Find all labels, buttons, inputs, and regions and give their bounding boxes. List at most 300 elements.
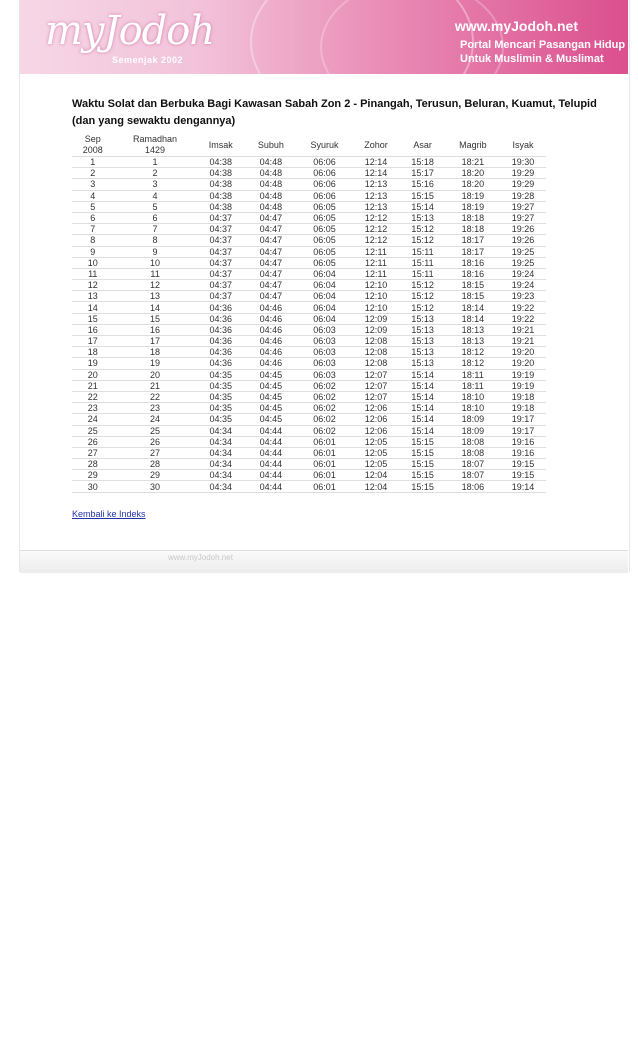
table-cell: 9 (114, 246, 197, 257)
table-cell: 19:15 (500, 459, 546, 470)
table-cell: 12:05 (352, 447, 400, 458)
table-cell: 19:17 (500, 414, 546, 425)
table-cell: 15:12 (400, 280, 446, 291)
table-cell: 04:36 (197, 313, 245, 324)
table-row (72, 224, 546, 235)
table-cell: 04:37 (197, 212, 245, 223)
table-cell: 06:05 (297, 246, 352, 257)
table-cell: 19:26 (500, 235, 546, 246)
table-cell: 8 (72, 235, 114, 246)
table-cell: 24 (114, 414, 197, 425)
table-cell: 12:04 (352, 481, 400, 492)
table-cell: 19:15 (500, 470, 546, 481)
table-cell: 06:06 (297, 179, 352, 190)
table-cell: 28 (72, 459, 114, 470)
table-cell: 19:25 (500, 257, 546, 268)
table-cell: 19:19 (500, 380, 546, 391)
table-cell: 04:47 (245, 257, 297, 268)
table-cell: 18:20 (446, 168, 500, 179)
column-header: Imsak (197, 134, 245, 157)
table-header-row (72, 134, 546, 157)
table-cell: 04:48 (245, 168, 297, 179)
table-cell: 04:48 (245, 157, 297, 168)
table-cell: 15:13 (400, 212, 446, 223)
table-cell: 12:07 (352, 369, 400, 380)
table-cell: 18:07 (446, 470, 500, 481)
table-cell: 06:03 (297, 324, 352, 335)
table-cell: 06:04 (297, 268, 352, 279)
table-cell: 19:21 (500, 336, 546, 347)
table-cell: 06:02 (297, 425, 352, 436)
table-cell: 04:44 (245, 425, 297, 436)
table-cell: 19:16 (500, 447, 546, 458)
table-cell: 26 (114, 436, 197, 447)
table-cell: 15 (114, 313, 197, 324)
table-cell: 17 (114, 336, 197, 347)
table-cell: 12:04 (352, 470, 400, 481)
table-cell: 04:38 (197, 201, 245, 212)
table-cell: 18:08 (446, 436, 500, 447)
table-cell: 30 (114, 481, 197, 492)
table-cell: 12:08 (352, 358, 400, 369)
table-cell: 15:17 (400, 168, 446, 179)
table-cell: 06:04 (297, 302, 352, 313)
table-cell: 04:34 (197, 425, 245, 436)
table-cell: 19:30 (500, 157, 546, 168)
table-cell: 04:45 (245, 369, 297, 380)
table-cell: 04:35 (197, 380, 245, 391)
table-cell: 04:37 (197, 257, 245, 268)
table-cell: 04:37 (197, 224, 245, 235)
table-cell: 13 (114, 291, 197, 302)
table-cell: 12:06 (352, 425, 400, 436)
table-row (72, 235, 546, 246)
table-cell: 04:38 (197, 157, 245, 168)
table-row (72, 313, 546, 324)
table-cell: 2 (114, 168, 197, 179)
table-cell: 12:13 (352, 190, 400, 201)
table-cell: 1 (114, 157, 197, 168)
table-cell: 12:14 (352, 168, 400, 179)
table-cell: 19:16 (500, 436, 546, 447)
table-cell: 15:13 (400, 313, 446, 324)
table-cell: 4 (114, 190, 197, 201)
table-cell: 18 (72, 347, 114, 358)
table-cell: 04:37 (197, 246, 245, 257)
table-cell: 12:14 (352, 157, 400, 168)
table-cell: 04:47 (245, 235, 297, 246)
table-cell: 18:07 (446, 459, 500, 470)
table-cell: 18:16 (446, 268, 500, 279)
table-cell: 19:22 (500, 313, 546, 324)
table-cell: 18:12 (446, 347, 500, 358)
table-cell: 18:18 (446, 224, 500, 235)
table-cell: 04:48 (245, 201, 297, 212)
column-header: Isyak (500, 134, 546, 157)
table-cell: 3 (72, 179, 114, 190)
table-cell: 06:06 (297, 168, 352, 179)
table-cell: 15:14 (400, 425, 446, 436)
table-cell: 19:25 (500, 246, 546, 257)
table-row (72, 425, 546, 436)
table-cell: 9 (72, 246, 114, 257)
table-cell: 12:09 (352, 313, 400, 324)
table-cell: 06:04 (297, 291, 352, 302)
page-title: Waktu Solat dan Berbuka Bagi Kawasan Sabah Zon 2 - Pinangah, Terusun, Beluran, Kuamut, Telupid (dan yang sewaktu dengannya) (72, 98, 597, 127)
table-cell: 12:12 (352, 235, 400, 246)
table-cell: 04:34 (197, 447, 245, 458)
table-cell: 19:24 (500, 268, 546, 279)
table-cell: 18:19 (446, 190, 500, 201)
table-cell: 19:24 (500, 280, 546, 291)
table-cell: 04:44 (245, 481, 297, 492)
table-cell: 7 (114, 224, 197, 235)
table-row (72, 380, 546, 391)
table-cell: 10 (72, 257, 114, 268)
table-cell: 12 (72, 280, 114, 291)
table-cell: 04:47 (245, 280, 297, 291)
table-cell: 04:44 (245, 459, 297, 470)
table-cell: 29 (114, 470, 197, 481)
table-cell: 04:36 (197, 336, 245, 347)
table-cell: 19:22 (500, 302, 546, 313)
table-cell: 19:29 (500, 168, 546, 179)
table-row (72, 291, 546, 302)
table-cell: 04:34 (197, 459, 245, 470)
table-cell: 18:14 (446, 302, 500, 313)
table-cell: 06:05 (297, 201, 352, 212)
table-cell: 15:13 (400, 336, 446, 347)
table-cell: 04:38 (197, 168, 245, 179)
table-cell: 19:27 (500, 212, 546, 223)
table-cell: 8 (114, 235, 197, 246)
table-cell: 04:47 (245, 291, 297, 302)
table-row (72, 257, 546, 268)
table-cell: 12:11 (352, 246, 400, 257)
table-cell: 12:06 (352, 403, 400, 414)
footer-band (20, 550, 628, 573)
table-cell: 16 (72, 324, 114, 335)
table-cell: 14 (72, 302, 114, 313)
table-cell: 18:12 (446, 358, 500, 369)
table-cell: 19:28 (500, 190, 546, 201)
column-header: Syuruk (297, 134, 352, 157)
table-row (72, 470, 546, 481)
table-cell: 1 (72, 157, 114, 168)
table-cell: 18:16 (446, 257, 500, 268)
table-cell: 12 (114, 280, 197, 291)
table-cell: 19:20 (500, 347, 546, 358)
table-cell: 19:21 (500, 324, 546, 335)
table-cell: 15 (72, 313, 114, 324)
table-cell: 5 (72, 201, 114, 212)
table-cell: 15:14 (400, 391, 446, 402)
table-cell: 12:13 (352, 179, 400, 190)
table-cell: 06:04 (297, 313, 352, 324)
column-header: Zohor (352, 134, 400, 157)
table-cell: 15:14 (400, 201, 446, 212)
table-cell: 12:11 (352, 268, 400, 279)
table-row (72, 179, 546, 190)
table-cell: 12:13 (352, 201, 400, 212)
table-cell: 04:37 (197, 291, 245, 302)
table-row (72, 190, 546, 201)
table-cell: 20 (114, 369, 197, 380)
table-cell: 18:20 (446, 179, 500, 190)
column-header: Ramadhan 1429 (114, 134, 197, 157)
table-cell: 04:44 (245, 436, 297, 447)
table-row (72, 391, 546, 402)
table-cell: 19:14 (500, 481, 546, 492)
table-cell: 04:45 (245, 414, 297, 425)
table-cell: 2 (72, 168, 114, 179)
table-cell: 10 (114, 257, 197, 268)
table-cell: 04:34 (197, 481, 245, 492)
table-cell: 12:11 (352, 257, 400, 268)
table-cell: 18:17 (446, 246, 500, 257)
table-cell: 12:08 (352, 347, 400, 358)
table-cell: 15:15 (400, 436, 446, 447)
table-cell: 19:18 (500, 391, 546, 402)
table-cell: 15:15 (400, 470, 446, 481)
table-cell: 28 (114, 459, 197, 470)
table-cell: 14 (114, 302, 197, 313)
table-cell: 18 (114, 347, 197, 358)
table-cell: 06:06 (297, 190, 352, 201)
table-cell: 04:46 (245, 313, 297, 324)
table-cell: 6 (72, 212, 114, 223)
table-cell: 15:15 (400, 459, 446, 470)
table-cell: 13 (72, 291, 114, 302)
table-cell: 12:06 (352, 414, 400, 425)
table-cell: 23 (72, 403, 114, 414)
header-banner (20, 0, 628, 74)
table-cell: 18:10 (446, 391, 500, 402)
table-cell: 19:26 (500, 224, 546, 235)
table-row (72, 369, 546, 380)
table-cell: 19:19 (500, 369, 546, 380)
table-cell: 18:08 (446, 447, 500, 458)
table-cell: 4 (72, 190, 114, 201)
table-cell: 25 (72, 425, 114, 436)
table-row (72, 280, 546, 291)
table-cell: 06:03 (297, 347, 352, 358)
table-cell: 04:46 (245, 336, 297, 347)
table-cell: 06:05 (297, 212, 352, 223)
table-cell: 15:11 (400, 268, 446, 279)
table-cell: 06:01 (297, 436, 352, 447)
table-cell: 15:14 (400, 369, 446, 380)
table-cell: 06:02 (297, 403, 352, 414)
column-header: Magrib (446, 134, 500, 157)
table-cell: 18:15 (446, 280, 500, 291)
table-cell: 06:06 (297, 157, 352, 168)
table-row (72, 358, 546, 369)
table-cell: 04:38 (197, 179, 245, 190)
table-cell: 15:11 (400, 246, 446, 257)
table-cell: 04:34 (197, 436, 245, 447)
table-row (72, 436, 546, 447)
table-cell: 22 (72, 391, 114, 402)
table-cell: 12:10 (352, 280, 400, 291)
table-cell: 21 (72, 380, 114, 391)
table-cell: 18:13 (446, 324, 500, 335)
table-cell: 19:20 (500, 358, 546, 369)
table-cell: 18:09 (446, 425, 500, 436)
table-cell: 12:10 (352, 302, 400, 313)
table-cell: 06:05 (297, 224, 352, 235)
table-cell: 15:13 (400, 347, 446, 358)
table-cell: 29 (72, 470, 114, 481)
table-cell: 15:14 (400, 380, 446, 391)
table-cell: 04:46 (245, 302, 297, 313)
table-cell: 22 (114, 391, 197, 402)
table-row (72, 447, 546, 458)
table-cell: 19 (72, 358, 114, 369)
table-row (72, 302, 546, 313)
table-row (72, 403, 546, 414)
table-row (72, 347, 546, 358)
table-row (72, 157, 546, 168)
table-cell: 12:05 (352, 459, 400, 470)
tagline-line-1: Portal Mencari Pasangan Hidup (460, 39, 626, 51)
table-cell: 04:47 (245, 224, 297, 235)
footer-url: www.myJodoh.net (168, 553, 233, 562)
table-cell: 5 (114, 201, 197, 212)
site-logo[interactable]: myJodoh (45, 8, 215, 54)
table-cell: 04:46 (245, 347, 297, 358)
table-cell: 04:38 (197, 190, 245, 201)
table-cell: 04:45 (245, 403, 297, 414)
table-cell: 04:35 (197, 414, 245, 425)
table-cell: 15:15 (400, 447, 446, 458)
table-cell: 12:05 (352, 436, 400, 447)
table-cell: 18:06 (446, 481, 500, 492)
table-row (72, 212, 546, 223)
table-cell: 04:34 (197, 470, 245, 481)
table-cell: 06:01 (297, 447, 352, 458)
table-cell: 04:46 (245, 324, 297, 335)
table-cell: 12:12 (352, 212, 400, 223)
table-cell: 19:17 (500, 425, 546, 436)
table-cell: 15:15 (400, 190, 446, 201)
table-cell: 12:08 (352, 336, 400, 347)
table-cell: 04:36 (197, 324, 245, 335)
table-cell: 04:46 (245, 358, 297, 369)
back-to-index-link[interactable]: Kembali ke Indeks (72, 509, 146, 519)
table-cell: 06:05 (297, 235, 352, 246)
table-cell: 17 (72, 336, 114, 347)
table-cell: 15:13 (400, 324, 446, 335)
tagline-line-2: Untuk Muslimin & Muslimat (460, 53, 604, 65)
table-cell: 06:03 (297, 336, 352, 347)
table-cell: 7 (72, 224, 114, 235)
table-cell: 18:11 (446, 369, 500, 380)
table-cell: 15:12 (400, 224, 446, 235)
table-cell: 26 (72, 436, 114, 447)
table-cell: 06:05 (297, 257, 352, 268)
table-cell: 19:29 (500, 179, 546, 190)
table-row (72, 268, 546, 279)
table-cell: 24 (72, 414, 114, 425)
table-cell: 18:15 (446, 291, 500, 302)
table-cell: 19:18 (500, 403, 546, 414)
column-header: Asar (400, 134, 446, 157)
table-cell: 04:47 (245, 212, 297, 223)
table-cell: 18:13 (446, 336, 500, 347)
table-row (72, 201, 546, 212)
table-cell: 18:09 (446, 414, 500, 425)
table-cell: 11 (72, 268, 114, 279)
table-cell: 04:45 (245, 380, 297, 391)
table-cell: 21 (114, 380, 197, 391)
table-cell: 15:12 (400, 302, 446, 313)
table-cell: 15:14 (400, 403, 446, 414)
table-cell: 04:48 (245, 190, 297, 201)
table-cell: 04:37 (197, 235, 245, 246)
table-cell: 04:35 (197, 403, 245, 414)
logo-since-text: Semenjak 2002 (112, 55, 184, 65)
column-header: Subuh (245, 134, 297, 157)
table-cell: 04:37 (197, 280, 245, 291)
table-cell: 3 (114, 179, 197, 190)
table-cell: 6 (114, 212, 197, 223)
table-cell: 12:10 (352, 291, 400, 302)
table-cell: 18:10 (446, 403, 500, 414)
table-cell: 04:45 (245, 391, 297, 402)
table-cell: 15:13 (400, 358, 446, 369)
table-cell: 15:16 (400, 179, 446, 190)
table-cell: 06:01 (297, 459, 352, 470)
table-cell: 06:03 (297, 369, 352, 380)
table-cell: 15:12 (400, 235, 446, 246)
table-cell: 18:19 (446, 201, 500, 212)
table-cell: 16 (114, 324, 197, 335)
table-cell: 04:48 (245, 179, 297, 190)
table-cell: 06:01 (297, 470, 352, 481)
table-cell: 23 (114, 403, 197, 414)
table-cell: 12:12 (352, 224, 400, 235)
table-cell: 20 (72, 369, 114, 380)
table-cell: 06:02 (297, 391, 352, 402)
table-cell: 18:18 (446, 212, 500, 223)
table-cell: 19:27 (500, 201, 546, 212)
table-cell: 06:03 (297, 358, 352, 369)
prayer-times-table (72, 134, 546, 493)
table-cell: 06:02 (297, 414, 352, 425)
table-cell: 04:36 (197, 347, 245, 358)
table-cell: 27 (72, 447, 114, 458)
table-row (72, 168, 546, 179)
table-cell: 04:44 (245, 470, 297, 481)
table-cell: 11 (114, 268, 197, 279)
table-cell: 12:07 (352, 380, 400, 391)
table-cell: 15:15 (400, 481, 446, 492)
table-cell: 04:35 (197, 391, 245, 402)
column-header: Sep 2008 (72, 134, 114, 157)
table-row (72, 481, 546, 492)
table-cell: 18:21 (446, 157, 500, 168)
table-cell: 04:36 (197, 358, 245, 369)
table-cell: 04:35 (197, 369, 245, 380)
table-row (72, 246, 546, 257)
table-cell: 06:02 (297, 380, 352, 391)
table-cell: 19:23 (500, 291, 546, 302)
table-cell: 15:18 (400, 157, 446, 168)
table-row (72, 414, 546, 425)
table-cell: 04:36 (197, 302, 245, 313)
table-cell: 18:17 (446, 235, 500, 246)
